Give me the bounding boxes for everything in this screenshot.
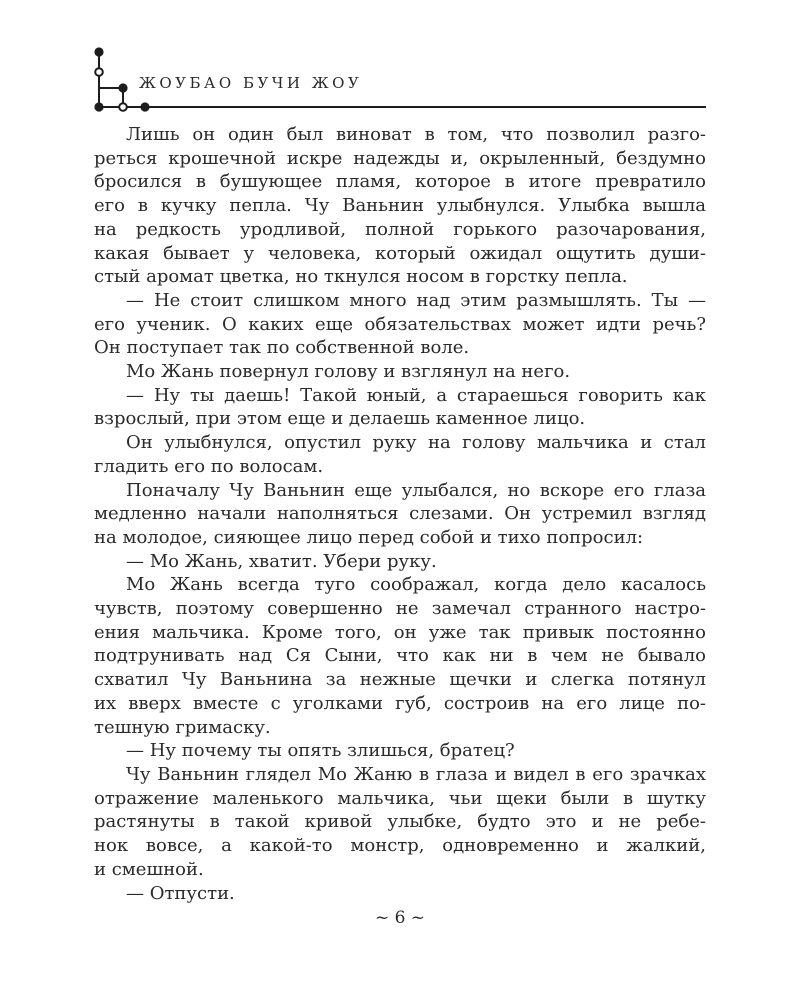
text-line: какая бывает у человека, который ожидал ощутить души- bbox=[94, 242, 706, 264]
text-line: — Ну ты даешь! Такой юный, а стараешься говорить как bbox=[126, 384, 706, 406]
text-line: ения мальчика. Кроме того, он уже так привык постоянно bbox=[94, 621, 706, 643]
paragraph bbox=[94, 882, 706, 906]
text-line: отражение маленького мальчика, чьи щеки были в шутку bbox=[94, 787, 706, 809]
text-line: и смешной. bbox=[94, 858, 204, 880]
ornament-ring bbox=[119, 103, 127, 111]
text-line: схватил Чу Ваньнина за нежные щечки и слегка потянул bbox=[94, 669, 706, 691]
text-line: Мо Жань повернул голову и взглянул на него. bbox=[126, 361, 571, 383]
ornament-dot bbox=[118, 83, 127, 92]
text-line: реться крошечной искре надежды и, окрыленный, бездумно bbox=[94, 147, 706, 169]
text-line: Мо Жань всегда туго соображал, когда дело касалось bbox=[126, 574, 706, 596]
text-line: — Не стоит слишком много над этим размышлять. Ты — bbox=[126, 289, 706, 311]
paragraph bbox=[94, 123, 706, 289]
text-line: нок вовсе, а какой-то монстр, одновременно и жалкий, bbox=[94, 835, 706, 857]
text-line: тешную гримаску. bbox=[94, 716, 271, 738]
text-line: Он улыбнулся, опустил руку на голову мальчика и стал bbox=[126, 432, 706, 454]
text-line: его в кучку пепла. Чу Ваньнин улыбнулся. Улыбка вышла bbox=[94, 195, 706, 217]
text-line: чувств, поэтому совершенно не замечал странного настро- bbox=[94, 598, 706, 620]
text-line: подтрунивать над Ся Сыни, что как ни в чем не бывало bbox=[94, 645, 706, 667]
ornament-dot bbox=[94, 47, 103, 56]
text-line: Он поступает так по собственной воле. bbox=[94, 337, 470, 359]
text-line: на редкость уродливой, полной горького разочарования, bbox=[94, 218, 706, 240]
page-text bbox=[94, 123, 706, 905]
text-line: Поначалу Чу Ваньнин еще улыбался, но вскоре его глаза bbox=[126, 479, 706, 501]
text-line: Лишь он один был виноват в том, что позволил разго- bbox=[126, 124, 706, 145]
ornament-dot bbox=[94, 102, 103, 111]
paragraph bbox=[94, 739, 706, 763]
text-line: Чу Ваньнин глядел Мо Жаню в глаза и видел в его зрачках bbox=[126, 763, 706, 785]
paragraph bbox=[94, 360, 706, 384]
text-line: взрослый, при этом еще и делаешь каменное лицо. bbox=[94, 408, 586, 430]
ornament-dot bbox=[140, 102, 149, 111]
paragraph bbox=[94, 479, 706, 550]
text-line: их вверх вместе с уголками губ, состроив на его лице по- bbox=[94, 692, 706, 714]
text-line: — Отпусти. bbox=[126, 882, 235, 904]
page-number: ~ 6 ~ bbox=[374, 908, 426, 928]
text-line: стый аромат цветка, но ткнулся носом в горстку пепла. bbox=[94, 266, 628, 288]
text-line: на молодое, сияющее лицо перед собой и тихо попросил: bbox=[94, 526, 644, 548]
paragraph bbox=[94, 431, 706, 478]
ornament-ring bbox=[95, 68, 103, 76]
text-line: его ученик. О каких еще обязательствах может идти речь? bbox=[94, 313, 706, 335]
running-title: ЖОУБАО БУЧИ ЖОУ bbox=[139, 74, 363, 92]
paragraph bbox=[94, 573, 706, 739]
text-line: гладить его по волосам. bbox=[94, 455, 324, 477]
paragraph bbox=[94, 550, 706, 574]
text-line: растянуты в такой кривой улыбке, будто это и не ребе- bbox=[94, 811, 706, 833]
paragraph bbox=[94, 384, 706, 431]
text-line: — Мо Жань, хватит. Убери руку. bbox=[126, 550, 437, 572]
text-line: медленно начали наполняться слезами. Он устремил взгляд bbox=[94, 503, 706, 525]
paragraph bbox=[94, 763, 706, 882]
text-line: — Ну почему ты опять злишься, братец? bbox=[126, 740, 515, 762]
text-line: бросился в бушующее пламя, которое в итоге превратило bbox=[94, 171, 706, 193]
paragraph bbox=[94, 289, 706, 360]
